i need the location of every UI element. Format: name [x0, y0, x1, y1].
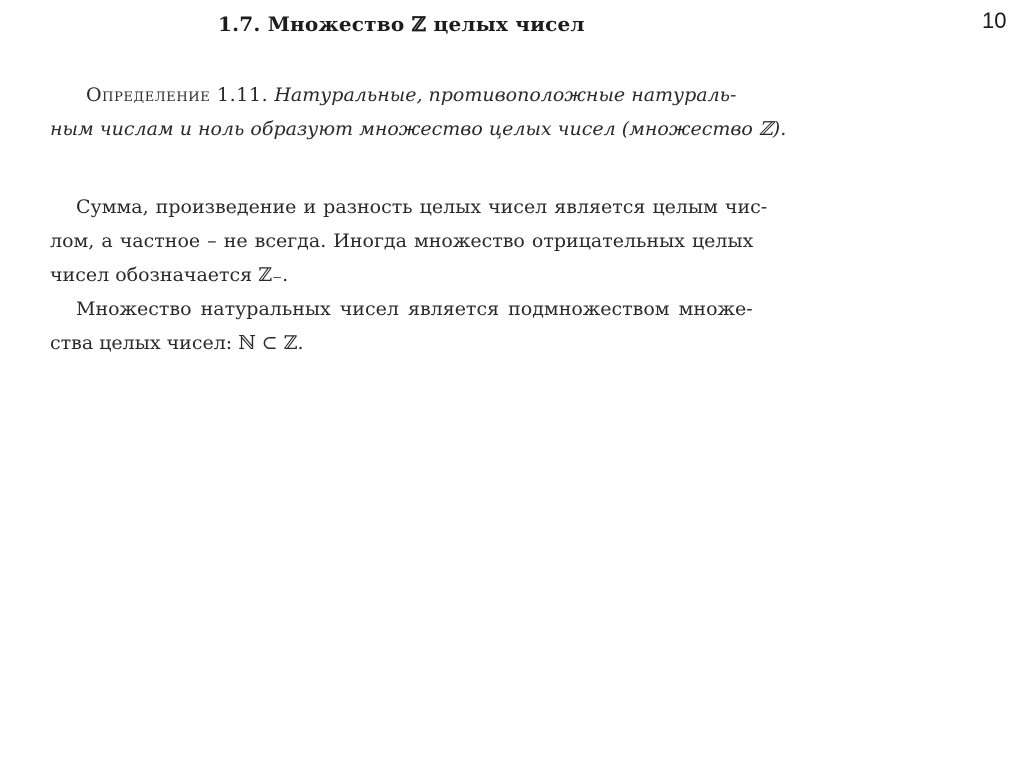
definition-text-2: ным числам и ноль образуют множество целых чисел (множество ℤ).	[50, 118, 787, 140]
body-text	[50, 190, 870, 360]
paragraph-2-line-2: ства целых чисел: ℕ ⊂ ℤ.	[50, 332, 304, 354]
definition-block	[50, 78, 930, 146]
definition-line-1	[50, 78, 930, 112]
paragraph-1-line-3: чисел обозначается ℤ₋.	[50, 264, 289, 286]
paragraph-1-line-2: лом, а частное – не всегда. Иногда множество отрицательных целых	[50, 230, 754, 252]
paragraph-2-line-1: Множество натуральных чисел является подмножеством множе-	[76, 298, 753, 320]
slide-number: 10	[982, 8, 1007, 33]
definition-label: Определение 1.11.	[86, 84, 269, 106]
section-title: 1.7. Множество ℤ целых чисел	[218, 12, 585, 36]
definition-text-1: Натуральные, противоположные натураль-	[274, 84, 737, 106]
definition-line-2	[50, 112, 930, 146]
paragraph-1-line-1: Сумма, произведение и разность целых чисел является целым чис-	[76, 196, 768, 218]
